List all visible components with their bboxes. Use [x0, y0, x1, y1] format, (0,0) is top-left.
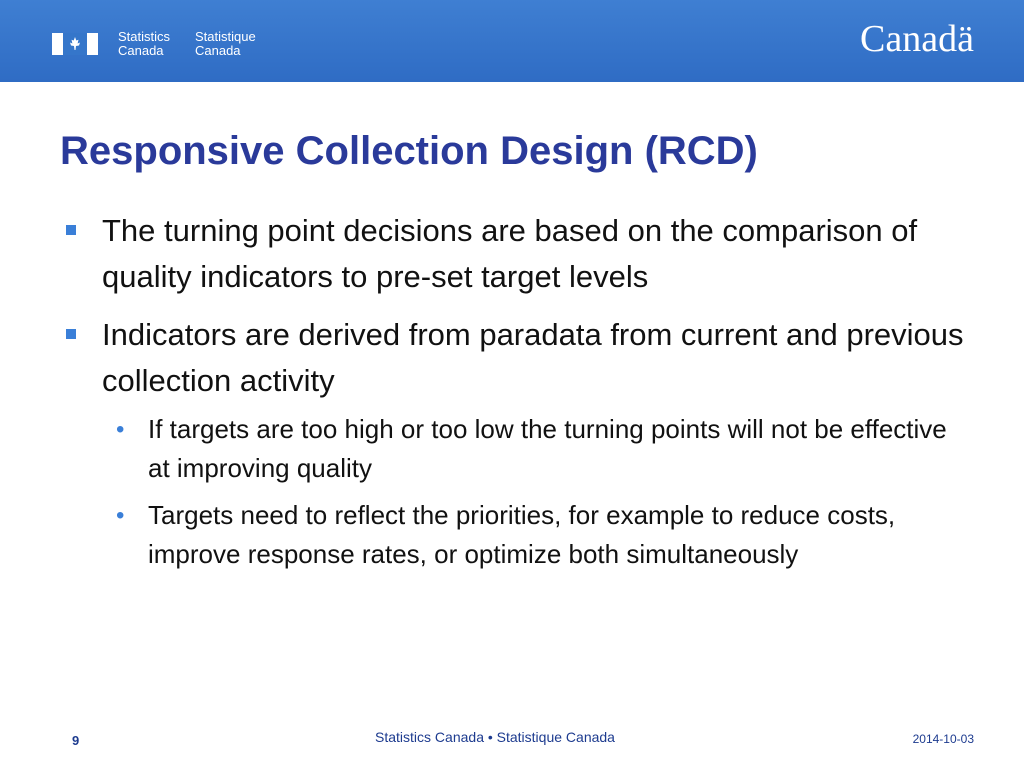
header-bar [0, 0, 1024, 82]
slide-title: Responsive Collection Design (RCD) [60, 129, 758, 173]
canada-wordmark: Canadä [860, 18, 974, 60]
page-number: 9 [72, 733, 80, 748]
sub-bullet-text: If targets are too high or too low the turning points will not be effective at improving quality [148, 414, 947, 483]
sub-bullet-text: Targets need to reflect the priorities, for example to reduce costs, improve response rates, or optimize both simultaneously [148, 500, 896, 569]
agency-name-fr: Statistique Canada [195, 29, 256, 58]
bullet-item [66, 208, 966, 300]
footer-agency: Statistics Canada • Statistique Canada [375, 729, 615, 745]
sub-bullet-list [66, 410, 966, 574]
canada-flag-icon [52, 33, 98, 55]
bullet-text: Indicators are derived from paradata from current and previous collection activity [102, 317, 964, 398]
dot-bullet-icon: • [116, 502, 125, 529]
dot-bullet-icon: • [116, 416, 125, 443]
sub-bullet-item [66, 410, 966, 488]
bullet-item [66, 312, 966, 404]
sub-bullet-item [66, 496, 966, 574]
square-bullet-icon [66, 225, 76, 235]
agency-name-en: Statistics Canada [118, 29, 171, 58]
square-bullet-icon [66, 329, 76, 339]
bullet-text: The turning point decisions are based on the comparison of quality indicators to pre-set target levels [102, 213, 918, 294]
bullet-list [66, 208, 966, 584]
footer-date: 2014-10-03 [912, 732, 974, 746]
